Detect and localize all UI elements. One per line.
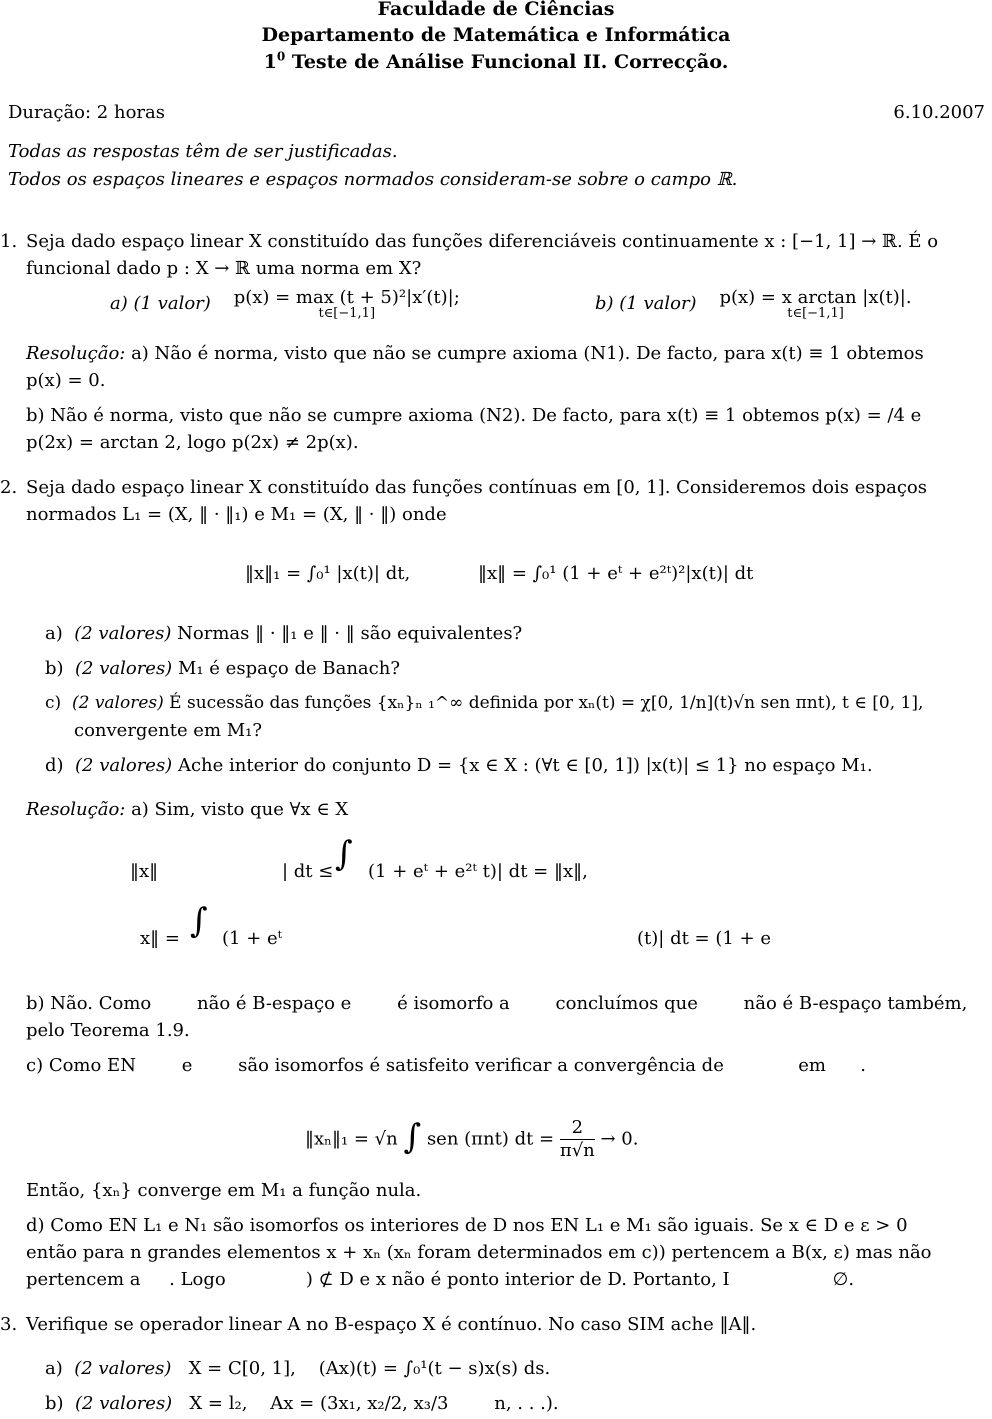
q1-resolution-b-line1: b) Não é norma, visto que não se cumpre axioma (N2). De facto, para x(t) ≡ 1 obtemos p(x) = /4 e	[26, 405, 922, 426]
q2-text-line2: normados L₁ = (X, ‖ · ‖₁) e M₁ = (X, ‖ · ‖) onde	[26, 504, 447, 525]
q2-item-c-continuation: convergente em M₁?	[74, 720, 263, 741]
q2-text-line1: Seja dado espaço linear X constituído das funções contínuas em [0, 1]. Consideremos dois espaços	[26, 477, 928, 498]
q1-resolution-a-line1: Resolução: a) Não é norma, visto que não se cumpre axioma (N1). De facto, para x(t) ≡ 1 obtemos	[26, 343, 924, 364]
q2-ineq2-right: (t)| dt = (1 + e	[637, 928, 771, 949]
q3-text: Verifique se operador linear A no B-espaço X é contínuo. No caso SIM ache ‖A‖.	[26, 1314, 757, 1335]
q2-resolution-b-line2: pelo Teorema 1.9.	[26, 1020, 190, 1041]
q1-number: 1.	[0, 231, 18, 252]
q2-ineq1-integral-sign: ∫	[335, 833, 353, 874]
q2-norm1-formula: ‖x‖₁ = ∫₀¹ |x(t)| dt,	[245, 563, 411, 584]
q3-item-a: a) (2 valores) X = C[0, 1], (Ax)(t) = ∫₀¹(t − s)x(s) ds.	[45, 1358, 551, 1379]
q1-text-line1: Seja dado espaço linear X constituído das funções diferenciáveis continuamente x : [−1, 1] → ℝ. É o	[26, 231, 939, 252]
q1-resolution-a-line2: p(x) = 0.	[26, 370, 106, 391]
q2-ineq2-integral-sign: ∫	[190, 900, 208, 941]
q2-ineq2-left: x‖ =	[140, 928, 180, 949]
header-department: Departamento de Matemática e Informática	[261, 24, 731, 46]
header-faculty: Faculdade de Ciências	[377, 0, 615, 20]
header-test-title: $1^0$ Teste de Análise Funcional II. Correcção.	[263, 49, 729, 73]
q2-resolution-c-equation: ‖xₙ‖₁ = √n ∫ sen (πnt) dt = $\frac{2}{\pi√n}$ → 0.	[305, 1117, 639, 1161]
q2-ineq2-mid: (1 + eᵗ	[222, 928, 283, 949]
q1-text-line2: funcional dado p : X → ℝ uma norma em X?	[26, 258, 422, 279]
q3-number: 3.	[0, 1314, 18, 1335]
q1-resolution-b-line2: p(2x) = arctan 2, logo p(2x) ≠ 2p(x).	[26, 432, 359, 453]
q1-item-a: a) (1 valor) p(x) = max (t + 5)²|x′(t)|; t∈[−1,1]	[110, 287, 460, 321]
note-field: Todos os espaços lineares e espaços normados consideram-se sobre o campo ℝ.	[8, 169, 738, 190]
q2-resolution-d-line1: d) Como EN L₁ e N₁ são isomorfos os interiores de D nos EN L₁ e M₁ são iguais. Se x ∈ D e ε > 0	[26, 1215, 908, 1236]
q1-item-b: b) (1 valor) p(x) = x arctan |x(t)|. t∈[−1,1]	[595, 287, 912, 321]
q2-number: 2.	[0, 477, 18, 498]
note-justify: Todas as respostas têm de ser justificadas.	[8, 141, 398, 162]
q2-ineq1-left: ‖x‖	[130, 861, 159, 882]
date: 6.10.2007	[893, 102, 985, 123]
q2-item-a: a) (2 valores) Normas ‖ · ‖₁ e ‖ · ‖ são equivalentes?	[45, 623, 523, 644]
q3-item-b: b) (2 valores) X = l₂, Ax = (3x₁, x₂/2, x₃/3 n, . . .).	[45, 1393, 559, 1414]
q2-norm2-formula: ‖x‖ = ∫₀¹ (1 + eᵗ + e²ᵗ)²|x(t)| dt	[478, 563, 754, 584]
q2-resolution-c-line1: c) Como EN e são isomorfos é satisfeito verificar a convergência de em .	[26, 1055, 867, 1076]
q2-item-b: b) (2 valores) M₁ é espaço de Banach?	[45, 658, 400, 679]
q2-resolution-b-line1: b) Não. Como não é B-espaço e é isomorfo a concluímos que não é B-espaço também,	[26, 993, 968, 1014]
q2-item-c: c) (2 valores) É sucessão das funções {xₙ}ₙ ₁^∞ definida por xₙ(t) = χ[0, 1/n](t)√n sen πnt), t ∈ [0, 1],	[45, 693, 924, 713]
q2-ineq1-right: (1 + eᵗ + e²ᵗ t)| dt = ‖x‖,	[368, 861, 588, 882]
q2-resolution-a: Resolução: a) Sim, visto que ∀x ∈ X	[26, 799, 349, 820]
duration: Duração: 2 horas	[8, 102, 165, 123]
q2-resolution-c-line2: Então, {xₙ} converge em M₁ a função nula.	[26, 1180, 422, 1201]
q2-resolution-d-line3: pertencem a . Logo ) ⊄ D e x não é ponto interior de D. Portanto, I ∅.	[26, 1269, 855, 1290]
q2-item-d: d) (2 valores) Ache interior do conjunto D = {x ∈ X : (∀t ∈ [0, 1]) |x(t)| ≤ 1} no espaço M₁.	[45, 755, 873, 776]
q2-resolution-d-line2: então para n grandes elementos x + xₙ (xₙ foram determinados em c)) pertencem a B(x, ε) mas não	[26, 1242, 932, 1263]
q2-ineq1-mid: | dt ≤	[282, 861, 334, 882]
